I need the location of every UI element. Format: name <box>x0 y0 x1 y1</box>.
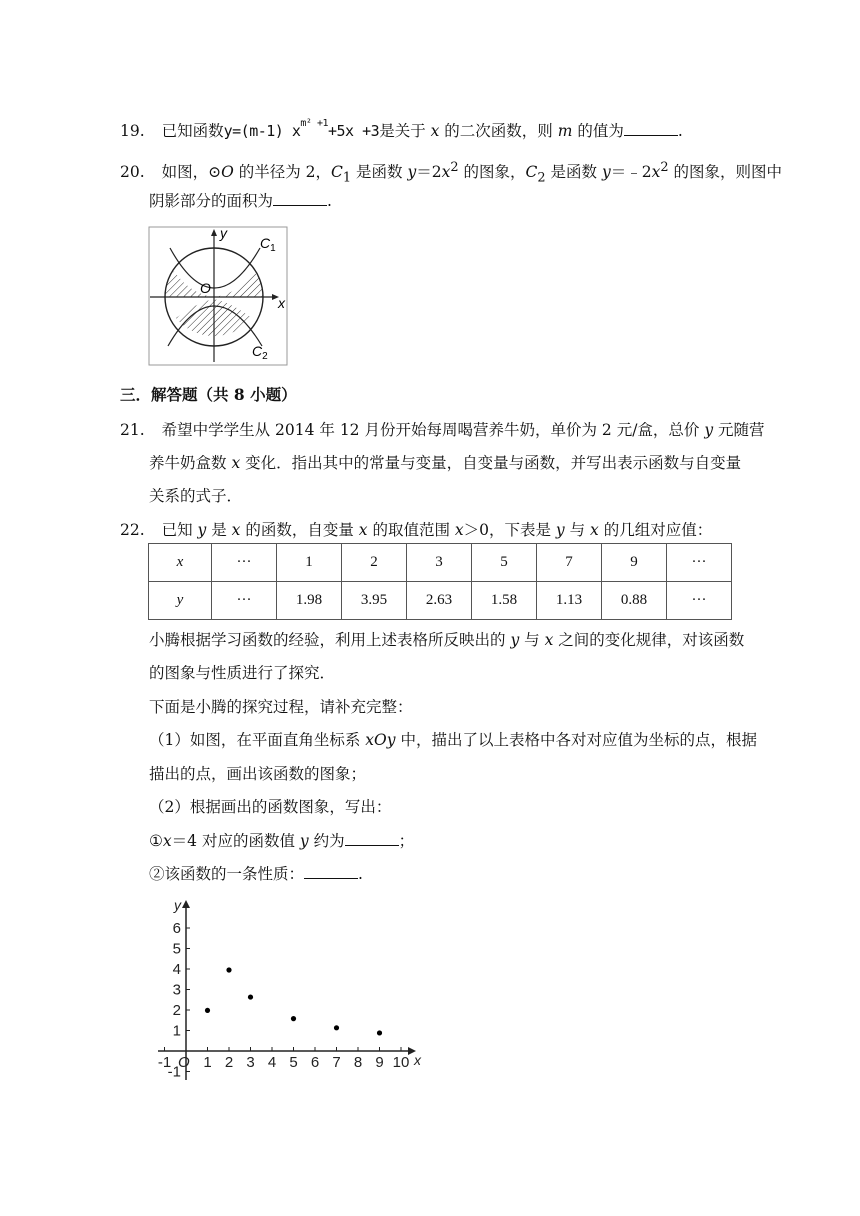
question-number: 19. <box>120 122 145 140</box>
q22-paragraph-2: 的图象与性质进行了探究． <box>149 664 336 682</box>
question-20-line2: 阴影部分的面积为 . <box>149 192 332 210</box>
table-header-y: y <box>149 582 212 620</box>
q22-paragraph-1: 小腾根据学习函数的经验，利用上述表格所反映出的 y 与 x 之间的变化规律，对该函数 <box>149 631 745 649</box>
x-axis-label: x <box>414 1052 421 1068</box>
question-21-line2: 养牛奶盒数 x 变化．指出其中的常量与变量，自变量与函数，并写出表示函数与自变量 <box>149 454 742 472</box>
question-number: 22. <box>120 521 145 539</box>
table-cell: 1.98 <box>277 582 342 620</box>
q22-paragraph-5: 描出的点，画出该函数的图象； <box>149 765 367 783</box>
y-axis-arrow <box>182 900 190 908</box>
x-tick-label: 5 <box>289 1054 298 1071</box>
table-cell: 1 <box>277 544 342 582</box>
q22-paragraph-7: ①x＝4 对应的函数值 y 约为 ； <box>149 832 415 850</box>
table-cell: ··· <box>212 544 277 582</box>
x-tick-label: 1 <box>203 1054 212 1071</box>
y-axis-label: y <box>174 897 181 913</box>
label-origin: O <box>200 280 211 296</box>
label-y: y <box>220 226 227 241</box>
y-tick-label: 2 <box>172 1002 181 1019</box>
x-tick-label: 4 <box>267 1054 277 1071</box>
x-tick-label: 6 <box>310 1054 320 1071</box>
y-tick-label: -1 <box>167 1063 181 1081</box>
answer-blank[interactable] <box>304 864 358 879</box>
table-cell: ··· <box>212 582 277 620</box>
data-point <box>377 1030 382 1035</box>
label-c1: $C_1$ <box>260 235 276 254</box>
label-c2: $C_2$ <box>252 343 268 362</box>
x-tick-label: -1 <box>157 1054 172 1071</box>
section-3-heading: 三．解答题（共 8 小题） <box>120 385 297 404</box>
q19-formula: y=(m-1) $x^{m^2 +1}+5x +3$ <box>223 118 380 140</box>
answer-blank[interactable] <box>345 831 399 846</box>
table-cell: 7 <box>537 544 602 582</box>
data-point <box>226 967 231 972</box>
question-21-line3: 关系的式子． <box>149 487 243 505</box>
data-point <box>291 1016 296 1021</box>
x-tick-label: 9 <box>375 1054 384 1071</box>
x-tick-label: 2 <box>224 1054 234 1071</box>
answer-blank[interactable] <box>624 121 678 136</box>
figure-20-circle-parabolas <box>148 226 288 366</box>
table-cell: 2.63 <box>407 582 472 620</box>
x-tick-label: 7 <box>332 1054 341 1071</box>
y-tick-label: 6 <box>172 920 181 937</box>
x-tick-label: 3 <box>246 1054 255 1071</box>
values-table <box>148 543 732 620</box>
q22-paragraph-4: （1）如图，在平面直角坐标系 xOy 中，描出了以上表格中各对对应值为坐标的点，根据 <box>149 731 757 749</box>
table-row-x <box>149 544 732 582</box>
table-cell: 3.95 <box>342 582 407 620</box>
question-number: 21. <box>120 421 145 439</box>
table-cell: ··· <box>667 582 732 620</box>
q19-text: 已知函数 <box>161 122 224 140</box>
y-tick-label: 3 <box>172 981 181 999</box>
question-19: 19. 已知函数y=(m-1) $x^{m^2 +1}+5x +3$是关于 x 的二次函数，则 m 的值为 . <box>120 118 683 140</box>
table-cell: 0.88 <box>602 582 667 620</box>
question-20: 20. 如图，⊙O 的半径为 2，$C_1$ 是函数 $y=2x^2$ 的图象，$C_2$ 是函数 $y=﹣2x^2$ 的图象，则图中 <box>120 160 783 186</box>
y-tick-label: 5 <box>172 940 181 958</box>
scatter-plot <box>146 896 426 1086</box>
table-cell: 5 <box>472 544 537 582</box>
data-point <box>334 1025 339 1030</box>
data-point <box>248 994 253 999</box>
y-tick-label: 1 <box>172 1022 181 1040</box>
y-axis-arrow <box>211 229 217 236</box>
data-point <box>205 1008 210 1013</box>
q22-paragraph-6: （2）根据画出的函数图象，写出： <box>149 798 392 816</box>
table-cell: 9 <box>602 544 667 582</box>
table-cell: 2 <box>342 544 407 582</box>
q22-paragraph-8: ②该函数的一条性质： . <box>149 865 363 883</box>
origin-label: O <box>178 1054 190 1071</box>
question-22: 22. 已知 y 是 x 的函数，自变量 x 的取值范围 x＞0，下表是 y 与 x 的几组对应值： <box>120 521 713 539</box>
question-21: 21. 希望中学学生从 2014 年 12 月份开始每周喝营养牛奶，单价为 2 元/盒，总价 y 元随营 <box>120 421 765 439</box>
table-cell: 1.58 <box>472 582 537 620</box>
q22-paragraph-3: 下面是小腾的探究过程，请补充完整： <box>149 698 413 716</box>
table-row-y <box>149 582 732 620</box>
answer-blank[interactable] <box>273 191 327 206</box>
table-cell: ··· <box>667 544 732 582</box>
y-tick-label: 4 <box>172 961 181 978</box>
x-tick-label: 8 <box>353 1054 363 1071</box>
x-tick-label: 10 <box>392 1054 410 1071</box>
question-number: 20. <box>120 163 145 182</box>
shaded-region-right-top <box>214 271 263 297</box>
label-x: x <box>278 295 285 311</box>
table-cell: 1.13 <box>537 582 602 620</box>
table-header-x: x <box>149 544 212 582</box>
table-cell: 3 <box>407 544 472 582</box>
